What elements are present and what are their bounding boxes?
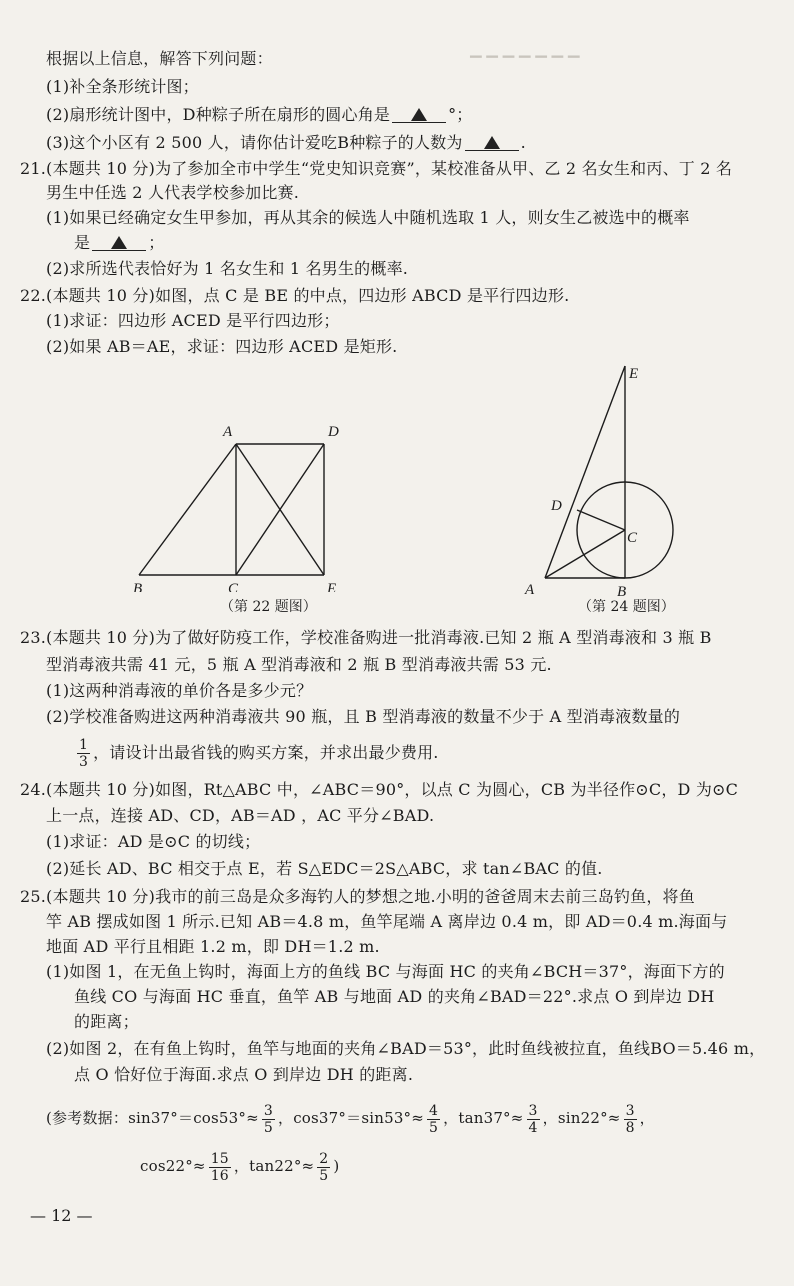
q25-part2-b: 点 O 恰好位于海面.求点 O 到岸边 DH 的距离. [74,1065,414,1084]
fraction: $\frac{2}{5}$ [319,1150,329,1184]
q22-part2: (2)如果 AB＝AE，求证：四边形 ACED 是矩形. [46,337,398,356]
figure-22 [125,412,365,592]
fraction: $\frac{3}{8}$ [625,1102,635,1136]
triangle-marker-icon [411,108,427,121]
figure-24-caption: （第 24 题图） [578,599,675,615]
q24-part1: (1)求证：AD 是⊙C 的切线； [46,832,261,851]
triangle-marker-icon [484,136,500,149]
point-label-B: B [617,584,627,600]
q24-line1: 24.(本题共 10 分)如图，Rt△ABC 中，∠ABC＝90°，以点 C 为圆心，CB 为半径作⊙C，D 为⊙C [20,780,739,799]
point-label-E: E [327,581,337,592]
point-label-D: D [551,498,562,514]
fraction: $\frac{15}{16}$ [210,1150,229,1184]
triangle-marker-icon [111,236,127,249]
page-number: — 12 — [30,1206,93,1225]
line-AC [545,530,625,578]
q23-part2-cont: $\frac{1}{3}$ ，请设计出最省钱的购买方案，并求出最少费用. [79,737,439,770]
intro-text: 根据以上信息，解答下列问题： [46,49,273,68]
point-label-D: D [328,424,339,440]
q25-line2: 竿 AB 摆成如图 1 所示.已知 AB＝4.8 m，鱼竿尾端 A 离岸边 0.4 m，即 AD＝0.4 m.海面与 [46,912,728,931]
q23-line1: 23.(本题共 10 分)为了做好防疫工作，学校准备购进一批消毒液.已知 2 瓶 A 型消毒液和 3 瓶 B [20,628,712,647]
point-label-A: A [223,424,233,440]
q23-part1: (1)这两种消毒液的单价各是多少元？ [46,681,313,700]
q20-part2: (2)扇形统计图中，D种粽子所在扇形的圆心角是 °； [46,105,473,124]
q20-part1: (1)补全条形统计图； [46,77,199,96]
q21-part1-answer: 是 ； [74,233,165,252]
fraction: $\frac{4}{5}$ [429,1102,439,1136]
question-number: 23. [20,628,47,647]
q24-line2: 上一点，连接 AD、CD，AB＝AD ，AC 平分∠BAD. [46,806,435,825]
answer-blank[interactable] [465,132,519,151]
question-number: 21. [20,159,47,178]
q21-part1: (1)如果已经确定女生甲参加，再从其余的候选人中随机选取 1 人，则女生乙被选中的概率 [46,208,690,227]
reference-data-line2: cos22°≈ $\frac{15}{16}$ ，tan22°≈ $\frac{2}{5}$ ) [140,1150,340,1184]
q25-part1-c: 的距离； [74,1012,139,1031]
q25-part1-a: (1)如图 1，在无鱼上钩时，海面上方的鱼线 BC 与海面 HC 的夹角∠BCH＝37°，海面下方的 [46,962,725,981]
fraction: $\frac{3}{5}$ [263,1102,273,1136]
q25-line3: 地面 AD 平行且相距 1.2 m，即 DH＝1.2 m. [46,937,380,956]
q25-part1-b: 鱼线 CO 与海面 HC 垂直，鱼竿 AB 与地面 AD 的夹角∠BAD＝22°.求点 O 到岸边 DH [74,987,715,1006]
question-number: 25. [20,887,47,906]
line-DC [577,510,625,530]
figure-24 [515,358,715,600]
answer-blank[interactable] [92,232,146,251]
point-label-A: A [525,582,535,598]
q21-line1: 21.(本题共 10 分)为了参加全市中学生“党史知识竞赛”，某校准备从甲、乙 2 名女生和丙、丁 2 名 [20,159,733,178]
bleed-through-text: ▁ ▁ ▁ ▁ ▁ ▁ ▁ [470,40,580,58]
point-label-B: B [133,581,143,592]
reference-data-line1: (参考数据：sin37°＝cos53°≈ $\frac{3}{5}$ ，cos37°＝sin53°≈ $\frac{4}{5}$ ，tan37°≈ $\frac{3}{4}$ ，sin22°≈ $\frac{3}{8}$ ， [46,1102,655,1136]
q23-part2: (2)学校准备购进这两种消毒液共 90 瓶，且 B 型消毒液的数量不少于 A 型消毒液数量的 [46,707,681,726]
line-AB [139,444,236,575]
q25-part2-a: (2)如图 2，在有鱼上钩时，鱼竿与地面的夹角∠BAD＝53°，此时鱼线被拉直，鱼线BO＝5.46 m， [46,1039,766,1058]
question-number: 24. [20,780,47,799]
q20-part3: (3)这个小区有 2 500 人，请你估计爱吃B种粽子的人数为 . [46,133,526,152]
q21-line2: 男生中任选 2 人代表学校参加比赛. [46,183,300,202]
question-number: 22. [20,286,47,305]
q23-line2: 型消毒液共需 41 元，5 瓶 A 型消毒液和 2 瓶 B 型消毒液共需 53 元. [46,655,552,674]
q24-part2: (2)延长 AD、BC 相交于点 E，若 S△EDC＝2S△ABC，求 tan∠BAC 的值. [46,859,603,878]
answer-blank[interactable] [392,104,446,123]
fraction-one-third: $\frac{1}{3}$ [79,737,89,770]
q22-line1: 22.(本题共 10 分)如图，点 C 是 BE 的中点，四边形 ABCD 是平行四边形. [20,286,570,305]
line-AE [545,366,625,578]
q21-part2: (2)求所选代表恰好为 1 名女生和 1 名男生的概率. [46,259,409,278]
point-label-C: C [228,581,239,592]
q22-part1: (1)求证：四边形 ACED 是平行四边形； [46,311,340,330]
point-label-C: C [627,530,638,546]
q25-line1: 25.(本题共 10 分)我市的前三岛是众多海钓人的梦想之地.小明的爸爸周末去前三岛钓鱼，将鱼 [20,887,695,906]
fraction: $\frac{3}{4}$ [528,1102,538,1136]
figure-22-caption: （第 22 题图） [220,599,317,615]
point-label-E: E [629,366,639,382]
